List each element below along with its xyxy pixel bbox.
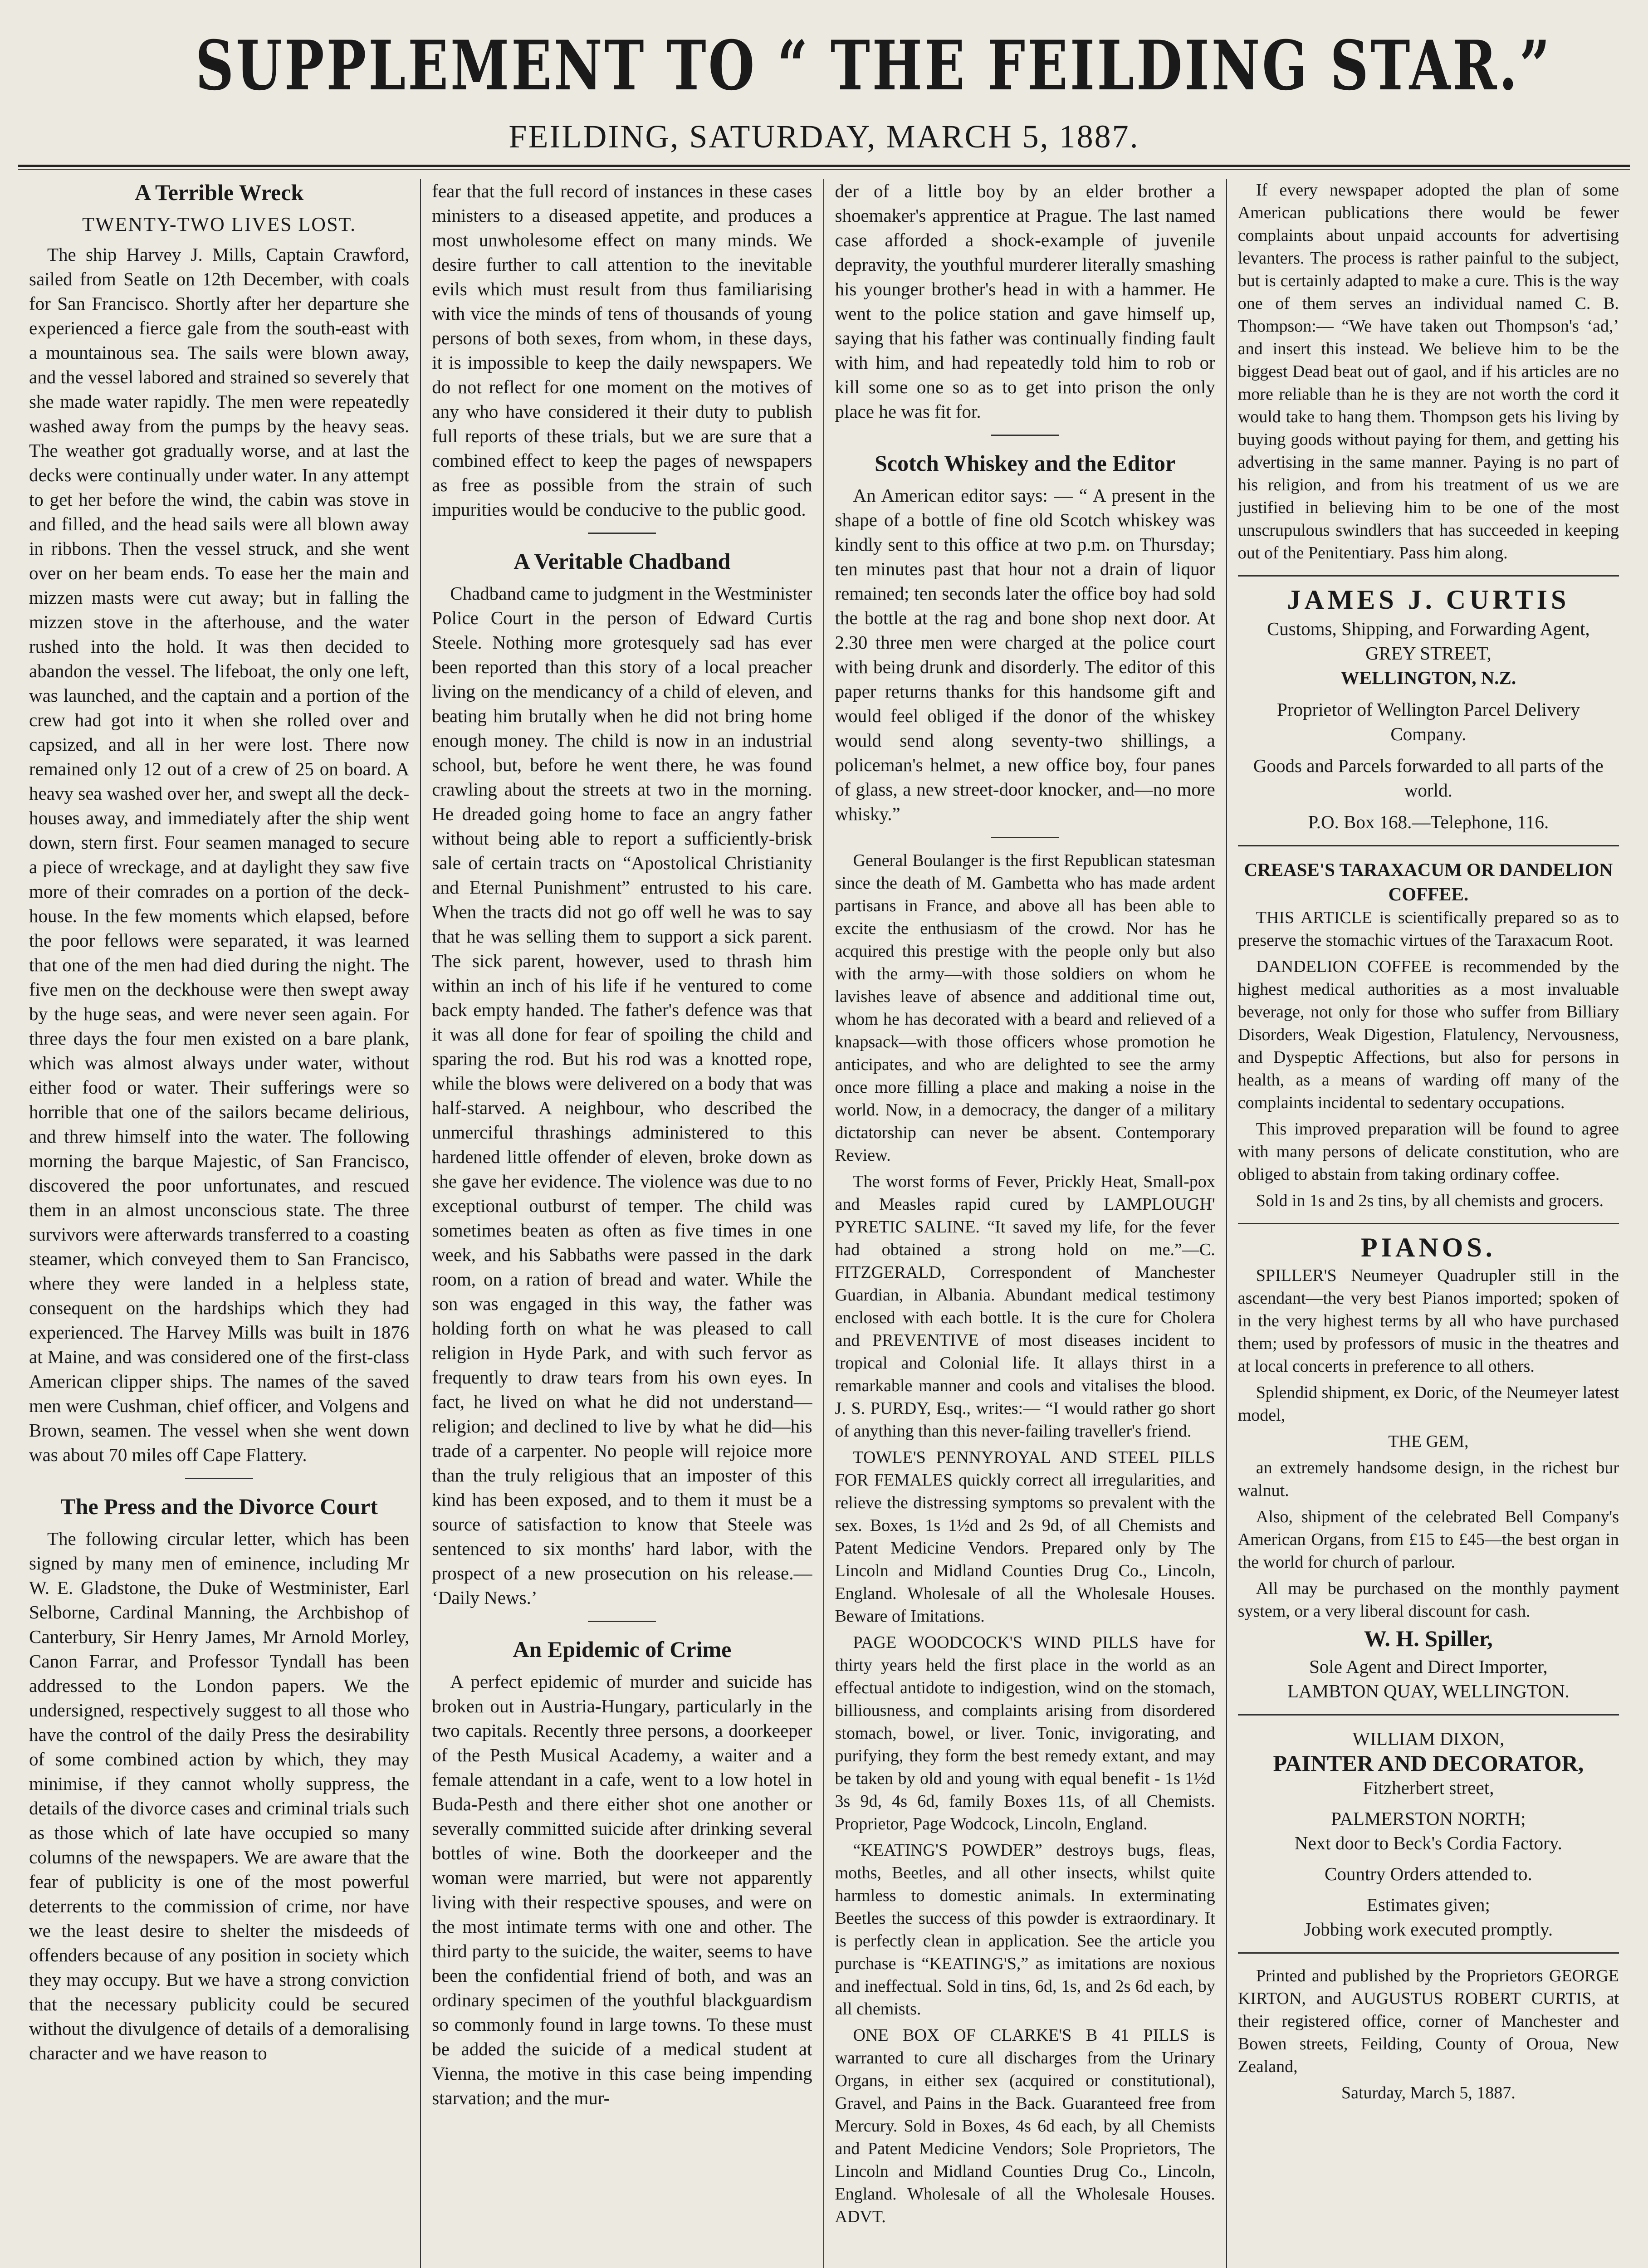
- divider: [185, 1478, 253, 1479]
- advert-curtis-name: JAMES J. CURTIS: [1287, 585, 1570, 615]
- divider: [991, 837, 1059, 838]
- article-body-wreck: The ship Harvey J. Mills, Captain Crawford, sailed from Seatle on 12th December, with coals for San Francisco. Shortly after her departure she experienced a fierce gale from the south-east with a mountainous sea. The sails were blown away, and the vessel labored and strained so severely that she made water rapidly. The men were repeatedly washed away from the pumps by the heavy seas. The weather got gradually worse, and at last the decks were continually under water. In any attempt to get her before the wind, the cabin was stove in and filled, and the head sails were all blown away in ribbons. Then the vessel struck, and she went over on her beam ends. To ease her the main and mizzen masts were cut away; but in falling the mizzen stove in the afterhouse, and the water rushed into the hold. It was then decided to abandon the vessel. The lifeboat, the only one left, was launched, and the captain and a portion of the crew had got into it when she rolled over and capsized, and all in her were lost. There now remained only 12 out of a crew of 25 on board. A heavy sea washed over her, and swept all the deck-houses away, and immediately after the ship went down, stern first. Four seamen managed to secure a piece of wreckage, and at daylight they saw five more of their comrades on a portion of the deck-house. In the few moments which elapsed, before the poor fellows were separated, it was learned that one of the men had died during the night. The five men on the deckhouse were then swept away by the huge seas, and were never seen again. For three days the four men existed on a bare plank, which was almost always under water, without either food or water. Their sufferings were so horrible that one of the sailors became delirious, and threw himself into the water. The following morning the barque Majestic, of San Francisco, discovered the poor unfortunates, and rescued them in an almost unconscious state. The three survivors were afterwards transferred to a coasting steamer, which conveyed them to San Francisco, where they were landed in a helpless state, consequent on the hardships which they had experienced. The Harvey Mills was built in 1876 at Maine, and was considered one of the first-class American clipper ships. The names of the saved men were Cushman, chief officer, and Volgens and Brown, seamen. The vessel when she went down was about 70 miles off Cape Flattery.: [29, 244, 410, 1465]
- article-body-whiskey: An American editor says: — “ A present in the shape of a bottle of fine old Scotch whiskey was kindly sent to this office at two p.m. on Thursday; ten minutes past that hour not a drain of liquor remained; ten seconds later the office boy had sold the bottle at the rag and bone shop next door. At 2.30 three men were charged at the police court with being drunk and disorderly. The editor of this paper returns thanks for this handsome gift and would feel obliged if the donor of the whiskey would send along seventy-two shillings, a policeman's helmet, a new office boy, four panes of glass, a new street-door knocker, and—no more whisky.”: [835, 485, 1215, 824]
- column-1: [18, 179, 421, 2268]
- divider: [1238, 845, 1619, 846]
- advert-dixon-line: Fitzherbert street,: [1363, 1777, 1494, 1798]
- advert-curtis-line: Goods and Parcels forwarded to all parts of the world.: [1253, 755, 1604, 801]
- divider: [991, 435, 1059, 436]
- advert-spiller-addr: LAMBTON QUAY, WELLINGTON.: [1287, 1681, 1570, 1701]
- article-title-epidemic: An Epidemic of Crime: [513, 1637, 732, 1662]
- article-body-thompson: If every newspaper adopted the plan of some American publications there would be fewer complaints about unpaid accounts for advertising levanters. The process is rather painful to the subject, but is certainly adapted to make a cure. This is the way one of them serves an individual named C. B. Thompson:— “We have taken out Thompson's ‘ad,’ and insert this instead. We believe him to be the biggest Dead beat out of gaol, and if his articles are no more reliable than he is they are not worth the cord it would take to hang them. Thompson gets his living by buying goods without paying for them, and getting his advertising in the same manner. Paying is no part of his religion, and from his treatment of us we are justified in believing him to be one of the most unscrupulous swindlers that has succeeded in keeping out of the Penitentiary. Pass him along.: [1237, 181, 1619, 562]
- header-rule: [18, 165, 1630, 167]
- article-subtitle-wreck: TWENTY-TWO LIVES LOST.: [82, 213, 357, 235]
- article-body-epidemic-cont: der of a little boy by an elder brother a shoemaker's apprentice at Prague. The last named case afforded a shock-example of juvenile depravity, the youthful murderer literally smashing his younger brother's head in with a hammer. He went to the police station and gave himself up, saying that his father was continually finding fault with him, and had repeatedly told him to rob or kill some one so as to get into prison the only place he was fit for.: [835, 181, 1215, 422]
- advert-dixon-name: WILLIAM DIXON,: [1352, 1728, 1505, 1749]
- advert-curtis-line: GREY STREET,: [1365, 643, 1492, 664]
- masthead: SUPPLEMENT TO “ THE FEILDING STAR.”: [195, 26, 1552, 106]
- article-body-press: The following circular letter, which has been signed by many men of eminence, including Mr W. E. Gladstone, the Duke of Westminister, Earl Selborne, Cardinal Manning, the Archbishop of Canterbury, Sir Henry James, Mr Arnold Morley, Canon Farrar, and Professor Tyndall has been addressed to the London papers. We the undersigned, respectively suggest to all those who have the control of the daily Press the desirability of some combined action by which, they may minimise, if they cannot wholly suppress, the details of the divorce cases and criminal trials such as those which of late have occupied so many columns of the newspapers. We are aware that the fear of publicity is one of the most powerful deterrents to the commission of crime, nor have we the least desire to shelter the misdeeds of offenders because of any position in society which they may occupy. But we have a strong conviction that the necessary publicity could be secured without the divulgence of details of a demoralising character and we have reason to: [29, 1528, 410, 2063]
- advert-crease: [1238, 857, 1619, 906]
- advert-clarke-pills: ONE BOX OF CLARKE'S B 41 PILLS is warranted to cure all discharges from the Urinary Organs, in either sex (acquired or constitutional), Gravel, and Pains in the Back. Guaranteed free from Mercury. Sold in Boxes, 4s 6d each, by all Chemists and Patent Medicine Vendors; Sole Proprietors, The Lincoln and Midland Counties Drug Co., Lincoln, England. Wholesale of all the Wholesale Houses. ADVT.: [835, 2026, 1215, 2226]
- dateline: FEILDING, SATURDAY, MARCH 5, 1887.: [509, 118, 1139, 155]
- advert-keating-powder: “KEATING'S POWDER” destroys bugs, fleas, moths, Beetles, and all other insects, whilst quite harmless to domestic animals. In exterminating Beetles the success of this powder is extraordinary. It is perfectly clean in application. See the article you purchase is “KEATING'S,” as imitations are noxious and ineffectual. Sold in tins, 6d, 1s, and 2s 6d each, by all chemists.: [835, 1841, 1215, 2019]
- divider: [588, 1621, 656, 1622]
- advert-towle-pills: TOWLE'S PENNYROYAL AND STEEL PILLS FOR FEMALES quickly correct all irregularities, and relieve the distressing symptoms so prevalent with the sex. Boxes, 1s 1½d and 2s 9d, of all Chemists and Patent Medicine Vendors. Prepared only by The Lincoln and Midland Counties Drug Co., Lincoln, England. Wholesale of all the Wholesale Houses. Beware of Imitations.: [835, 1448, 1215, 1626]
- advert-dixon-trade: PAINTER AND DECORATOR,: [1273, 1750, 1584, 1776]
- advert-curtis: [1238, 587, 1619, 834]
- advert-dixon-line: Next door to Beck's Cordia Factory.: [1294, 1833, 1562, 1853]
- article-body-boulanger: General Boulanger is the first Republican statesman since the death of M. Gambetta who has made ardent partisans in France, and above all has been able to excite the enthusiasm of the crowd. Nor has he acquired this prestige with the people only but also with the army—with those soldiers on whom he lavishes leave of absence and additional time out, whom he has decorated with a beard and relieved of a knapsack—with those officers whose promotion he anticipates, and who are delighted to see the army once more filling a place and making a noise in the world. Now, in a democracy, the danger of a military dictatorship can never be absent. Contemporary Review.: [835, 851, 1215, 1165]
- advert-woodcock-pills: PAGE WOODCOCK'S WIND PILLS have for thirty years held the first place in the world as an effectual antidote to indigestion, wind on the stomach, billiousness, and complaints arising from disordered stomach, bowel, or liver. Tonic, invigorating, and purifying, they form the best remedy extant, and may be taken by old and young with equal benefit - 1s 1½d 3s 9d, 4s 6d, family Boxes 11s, of all Chemists. Proprietor, Page Wodcock, Lincoln, England.: [835, 1633, 1215, 1833]
- advert-pianos-title: PIANOS.: [1361, 1232, 1496, 1262]
- article-body-chadband: Chadband came to judgment in the Westminister Police Court in the person of Edward Curtis Steele. Nothing more grotesquely sad has ever been reported than this story of a local preacher living on the mendicancy of a child of eleven, and beating him brutally when he did not bring home enough money. The child is now in an industrial school, but, before he went there, he was found crawling about the streets at two in the morning. He dreaded going home to face an angry father without being able to report a sufficiently-brisk sale of certain tracts on “Apostolical Christianity and Eternal Punishment” entrusted to his care. When the tracts did not go off well he was to say that he was selling them to support a sick parent. The sick parent, however, used to thrash him within an inch of his life if he ventured to come back empty handed. The father's defence was that it was all done for fear of spoiling the child and sparing the rod. But his rod was a knotted rope, while the blows were delivered on a body that was half-starved. A neighbour, who described the unmerciful thrashings administered to this hardened little offender of eleven, broke down as she gave her evidence. The violence was due to no exceptional outburst of temper. The child was sometimes beaten as often as five times in one week, and his Sabbaths were passed in the dark room, on a ration of bread and water. While the son was engaged in this way, the father was holding forth on what he was pleased to call religion in Hyde Park, and with such fervor as frequently to draw tears from his own eyes. In fact, he lived on what he did not understand—religion; and declined to live by what he did—his trade of a carpenter. No people will rejoice more than the truly religious that an imposter of this kind has been exposed, and to them it must be a source of satisfaction to know that Steele was sentenced to six months' hard labor, with the prospect of a new prosecution on his release.— ‘Daily News.’: [432, 583, 812, 1608]
- advert-crease-body: DANDELION COFFEE is recommended by the highest medical authorities as a most invaluable beverage, not only for those who suffer from Billiary Disorders, Weak Digestion, Flatulency, Nervousness, and Dyspeptic Affections, but also for persons in health, as a means of warding off many of the complaints incidental to sedentary occupations.: [1237, 957, 1619, 1112]
- article-title-whiskey: Scotch Whiskey and the Editor: [875, 450, 1176, 476]
- advert-curtis-line: WELLINGTON, N.Z.: [1340, 667, 1516, 688]
- advert-pyretic-saline: The worst forms of Fever, Prickly Heat, Small-pox and Measles rapid cured by LAMPLOUGH' PYRETIC SALINE. “It saved my life, for the fever had obtained a strong hold on me.”—C. FITZGERALD, Correspondent of Manchester Guardian, in Albania. Abundant medical testimony enclosed with each bottle. It is the cure for Cholera and PREVENTIVE of most diseases incident to tropical and Colonial life. It allays thirst in a remarkable manner and cools and vitalises the blood. J. S. PURDY, Esq., writes:— “I would rather go short of anything than this never-failing traveller's friend.: [835, 1172, 1215, 1441]
- advert-curtis-line: P.O. Box 168.—Telephone, 116.: [1308, 811, 1549, 832]
- advert-pianos-body: an extremely handsome design, in the richest bur walnut.: [1237, 1458, 1619, 1500]
- article-title-wreck: A Terrible Wreck: [135, 180, 304, 205]
- column-3: [824, 179, 1227, 2268]
- article-title-press: The Press and the Divorce Court: [60, 1494, 378, 1519]
- advert-crease-title: CREASE'S TARAXACUM OR DANDELION COFFEE.: [1244, 859, 1613, 904]
- columns: [18, 179, 1630, 2268]
- advert-spiller-name: W. H. Spiller,: [1364, 1626, 1493, 1651]
- imprint-date: Saturday, March 5, 1887.: [1341, 2083, 1516, 2102]
- advert-spiller-role: Sole Agent and Direct Importer,: [1309, 1656, 1548, 1677]
- advert-crease-body: THIS ARTICLE is scientifically prepared so as to preserve the stomachic virtues of the Taraxacum Root.: [1237, 908, 1619, 950]
- imprint: Printed and published by the Proprietors GEORGE KIRTON, and AUGUSTUS ROBERT CURTIS, at their registered office, corner of Manchester and Bowen streets, Feilding, County of Oroua, New Zealand,: [1237, 1966, 1619, 2076]
- advert-pianos-body: All may be purchased on the monthly payment system, or a very liberal discount for cash.: [1237, 1579, 1619, 1621]
- advert-pianos-body: SPILLER'S Neumeyer Quadrupler still in the ascendant—the very best Pianos imported; spoken of in the very highest terms by all who have purchased them; used by professors of music in the theatres and at local concerts in preference to all others.: [1237, 1266, 1619, 1376]
- advert-pianos-body: Also, shipment of the celebrated Bell Company's American Organs, from £15 to £45—the best organ in the world for church of parlour.: [1237, 1507, 1619, 1572]
- column-2: [421, 179, 824, 2268]
- article-body-epidemic: A perfect epidemic of murder and suicide has broken out in Austria-Hungary, particularly in the two capitals. Recently three persons, a doorkeeper of the Pesth Musical Academy, a waiter and a female attendant in a cafe, went to a low hotel in Buda-Pesth and there either shot one another or severally committed suicide after drinking several bottles of wine. Both the doorkeeper and the woman were married, but were not apparently living with their respective spouses, and were on the most intimate terms with one and other. The third party to the suicide, the waiter, seems to have been the confidential friend of both, and was an ordinary specimen of the youthful blackguardism so commonly found in large towns. To these must be added the suicide of a medical student at Vienna, the motive in this case being impending starvation; and the mur-: [432, 1671, 812, 2108]
- divider: [1238, 1714, 1619, 1716]
- article-body-press-cont: fear that the full record of instances in these cases ministers to a diseased appetite, and produces a most unwholesome effect on many minds. We desire further to call attention to the inevitable evils which must result from thus familiarising with vice the minds of tens of thousands of young persons of both sexes, from whom, in these days, it is impossible to keep the daily newspapers. We do not reflect for one moment on the motives of any who have considered it their duty to publish full reports of these trials, but we are sure that a combined effect to keep the pages of newspapers as free as possible from the strain of such impurities would be conducive to the public good.: [432, 181, 812, 520]
- header-rule-thin: [18, 169, 1630, 170]
- article-title-chadband: A Veritable Chadband: [513, 548, 731, 574]
- advert-pianos-body: Splendid shipment, ex Doric, of the Neumeyer latest model,: [1237, 1383, 1619, 1425]
- advert-dixon: [1238, 1726, 1619, 1941]
- divider: [588, 533, 656, 534]
- advert-dixon-line: Estimates given;: [1366, 1894, 1490, 1915]
- advert-dixon-line: Jobbing work executed promptly.: [1304, 1919, 1553, 1940]
- column-4: [1227, 179, 1630, 2268]
- advert-curtis-line: Proprietor of Wellington Parcel Delivery Company.: [1277, 699, 1580, 744]
- advert-pianos-gem: THE GEM,: [1388, 1432, 1469, 1451]
- divider: [1238, 575, 1619, 577]
- advert-crease-body: This improved preparation will be found to agree with many persons of delicate constitution, who are obliged to abstain from taking ordinary coffee.: [1237, 1119, 1619, 1184]
- advert-pianos: [1238, 1232, 1619, 1262]
- divider: [1238, 1952, 1619, 1954]
- advert-curtis-line: Customs, Shipping, and Forwarding Agent,: [1267, 618, 1590, 639]
- advert-dixon-line: PALMERSTON NORTH;: [1331, 1808, 1526, 1829]
- advert-dixon-line: Country Orders attended to.: [1325, 1863, 1532, 1884]
- divider: [1238, 1223, 1619, 1224]
- advert-spiller: [1238, 1626, 1619, 1703]
- advert-crease-body: Sold in 1s and 2s tins, by all chemists and grocers.: [1256, 1191, 1604, 1210]
